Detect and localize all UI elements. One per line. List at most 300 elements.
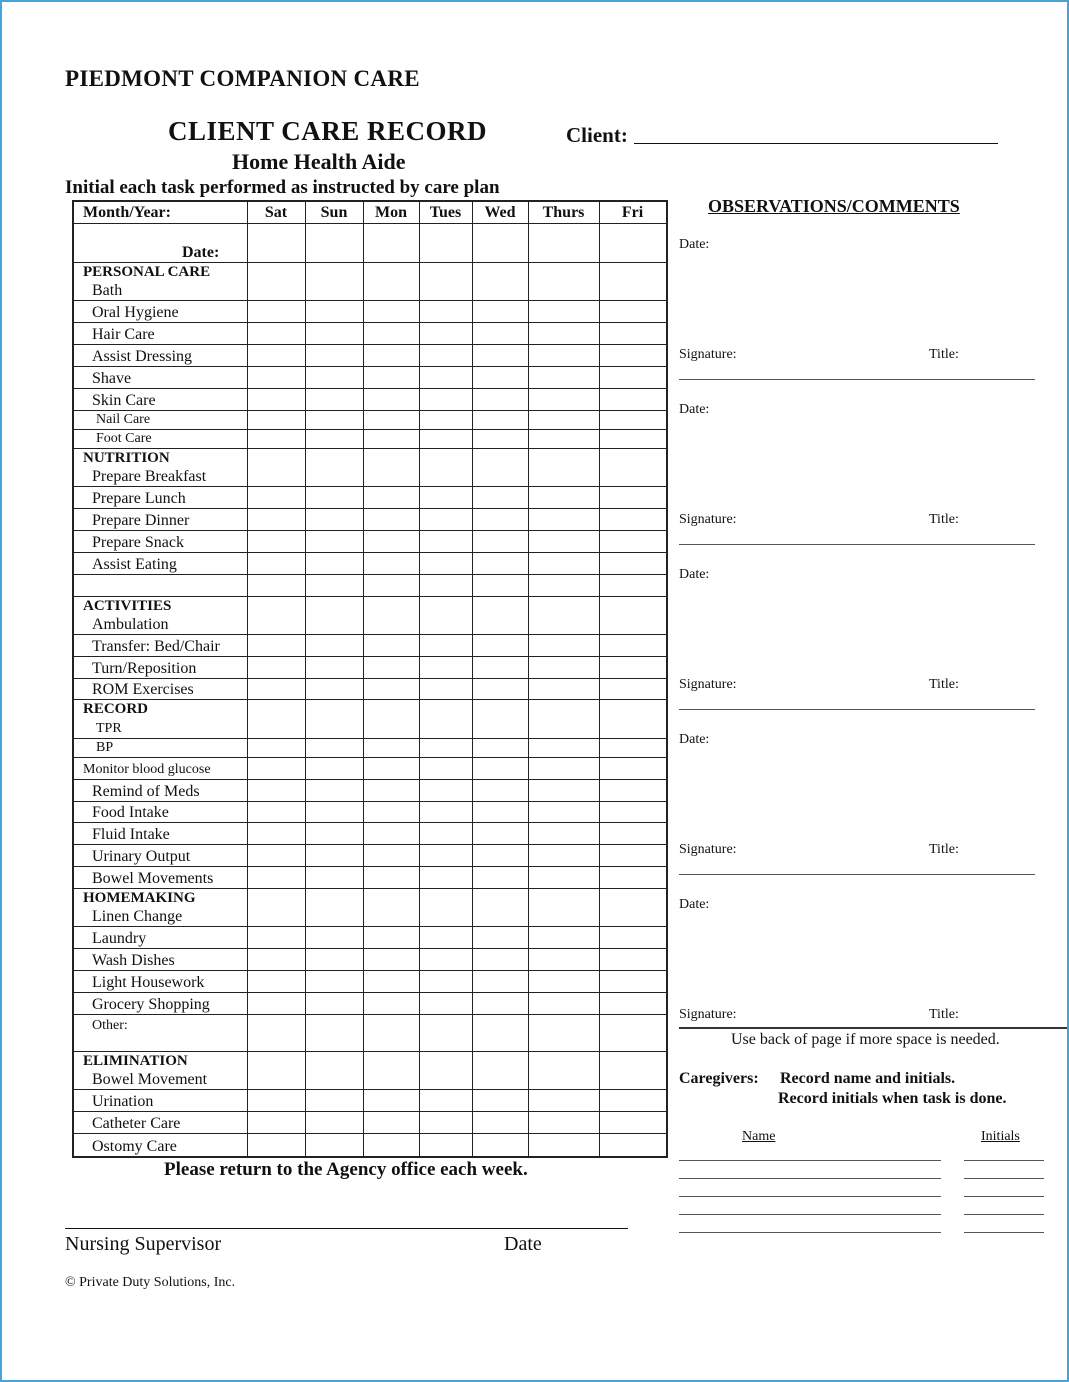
initials-cell[interactable]: [472, 949, 528, 970]
initials-cell[interactable]: [599, 1112, 666, 1133]
initials-cell[interactable]: [528, 531, 599, 552]
initials-cell[interactable]: [472, 553, 528, 574]
initials-cell[interactable]: [599, 758, 666, 779]
initials-cell[interactable]: [528, 449, 599, 486]
initials-cell[interactable]: [599, 487, 666, 508]
initials-cell[interactable]: [599, 323, 666, 344]
initials-cell[interactable]: [419, 430, 472, 448]
initials-cell[interactable]: [247, 700, 305, 737]
initials-cell[interactable]: [247, 635, 305, 656]
initials-cell[interactable]: [528, 411, 599, 429]
initials-cell[interactable]: [247, 531, 305, 552]
caregiver-initials-line[interactable]: [964, 1178, 1044, 1179]
initials-cell[interactable]: [472, 487, 528, 508]
initials-cell[interactable]: [528, 301, 599, 322]
initials-cell[interactable]: [305, 345, 363, 366]
initials-cell[interactable]: [305, 679, 363, 700]
initials-cell[interactable]: [363, 993, 419, 1014]
task-label: Transfer: Bed/Chair: [92, 637, 220, 655]
date-cell[interactable]: [472, 224, 528, 262]
initials-cell[interactable]: [599, 635, 666, 656]
initials-cell[interactable]: [305, 323, 363, 344]
initials-cell[interactable]: [472, 575, 528, 596]
initials-cell[interactable]: [528, 949, 599, 970]
initials-cell[interactable]: [528, 1112, 599, 1133]
initials-cell[interactable]: [599, 700, 666, 737]
initials-cell[interactable]: [599, 597, 666, 634]
initials-cell[interactable]: [528, 597, 599, 634]
caregiver-initials-line[interactable]: [964, 1196, 1044, 1197]
caregiver-name-line[interactable]: [679, 1178, 941, 1179]
initials-cell[interactable]: [305, 411, 363, 429]
caregiver-name-header: Name: [742, 1129, 776, 1144]
initials-cell[interactable]: [363, 889, 419, 926]
initials-cell[interactable]: [247, 597, 305, 634]
initials-cell[interactable]: [247, 739, 305, 757]
initials-cell[interactable]: [419, 993, 472, 1014]
task-label: Ambulation: [92, 615, 169, 633]
initials-cell[interactable]: [599, 301, 666, 322]
initials-cell[interactable]: [419, 367, 472, 388]
initials-cell[interactable]: [305, 553, 363, 574]
initials-cell[interactable]: [528, 345, 599, 366]
initials-cell[interactable]: [472, 758, 528, 779]
initials-cell[interactable]: [419, 449, 472, 486]
initials-cell[interactable]: [599, 575, 666, 596]
initials-cell[interactable]: [305, 635, 363, 656]
initials-cell[interactable]: [528, 575, 599, 596]
initials-cell[interactable]: [247, 993, 305, 1014]
initials-cell[interactable]: [528, 487, 599, 508]
initials-cell[interactable]: [472, 509, 528, 530]
initials-cell[interactable]: [305, 389, 363, 410]
initials-cell[interactable]: [599, 739, 666, 757]
initials-cell[interactable]: [599, 679, 666, 700]
initials-cell[interactable]: [305, 449, 363, 486]
date-cell[interactable]: [247, 224, 305, 262]
initials-cell[interactable]: [363, 411, 419, 429]
initials-cell[interactable]: [363, 1052, 419, 1089]
initials-cell[interactable]: [305, 531, 363, 552]
initials-cell[interactable]: [528, 824, 599, 845]
caregiver-name-line[interactable]: [679, 1214, 941, 1215]
initials-cell[interactable]: [472, 845, 528, 866]
initials-cell[interactable]: [528, 553, 599, 574]
initials-cell[interactable]: [247, 345, 305, 366]
initials-cell[interactable]: [528, 927, 599, 948]
initials-cell[interactable]: [363, 700, 419, 737]
initials-cell[interactable]: [419, 575, 472, 596]
initials-cell[interactable]: [247, 679, 305, 700]
initials-cell[interactable]: [247, 1134, 305, 1156]
initials-cell[interactable]: [472, 635, 528, 656]
client-name-field[interactable]: [634, 143, 998, 144]
initials-cell[interactable]: [247, 389, 305, 410]
task-label-cell: [74, 1052, 247, 1089]
caregiver-initials-line[interactable]: [964, 1214, 1044, 1215]
initials-cell[interactable]: [528, 679, 599, 700]
return-note: Please return to the Agency office each week.: [164, 1159, 528, 1180]
initials-cell[interactable]: [472, 802, 528, 823]
initials-cell[interactable]: [599, 780, 666, 801]
initials-cell[interactable]: [599, 389, 666, 410]
initials-cell[interactable]: [419, 889, 472, 926]
initials-cell[interactable]: [363, 927, 419, 948]
task-label: Fluid Intake: [92, 826, 170, 844]
initials-cell[interactable]: [247, 1112, 305, 1133]
initials-cell[interactable]: [528, 700, 599, 737]
initials-cell[interactable]: [419, 1112, 472, 1133]
initials-cell[interactable]: [419, 679, 472, 700]
initials-cell[interactable]: [305, 949, 363, 970]
task-label: Linen Change: [92, 908, 183, 926]
initials-cell[interactable]: [599, 867, 666, 888]
initials-cell[interactable]: [599, 509, 666, 530]
initials-cell[interactable]: [305, 1052, 363, 1089]
initials-cell[interactable]: [528, 263, 599, 300]
initials-cell[interactable]: [599, 1091, 666, 1112]
initials-cell[interactable]: [363, 845, 419, 866]
initials-cell[interactable]: [363, 367, 419, 388]
obs-title-label: Title:: [929, 1007, 959, 1022]
initials-cell[interactable]: [419, 927, 472, 948]
initials-cell[interactable]: [305, 597, 363, 634]
initials-cell[interactable]: [599, 411, 666, 429]
obs-signature-label: Signature:: [679, 512, 737, 527]
initials-cell[interactable]: [472, 1091, 528, 1112]
initials-cell[interactable]: [363, 824, 419, 845]
caregiver-initials-line[interactable]: [964, 1232, 1044, 1233]
initials-cell[interactable]: [419, 971, 472, 992]
task-label: BP: [96, 739, 114, 755]
initials-cell[interactable]: [419, 597, 472, 634]
supervisor-date-label: Date: [504, 1233, 542, 1255]
initials-cell[interactable]: [305, 845, 363, 866]
initials-cell[interactable]: [247, 430, 305, 448]
initials-cell[interactable]: [363, 758, 419, 779]
initials-cell[interactable]: [419, 389, 472, 410]
initials-cell[interactable]: [419, 657, 472, 678]
initials-cell[interactable]: [363, 531, 419, 552]
initials-cell[interactable]: [305, 430, 363, 448]
initials-cell[interactable]: [472, 531, 528, 552]
initials-cell[interactable]: [472, 679, 528, 700]
initials-cell[interactable]: [419, 824, 472, 845]
initials-cell[interactable]: [528, 971, 599, 992]
task-label-cell: [74, 487, 247, 508]
initials-cell[interactable]: [599, 993, 666, 1014]
date-cell[interactable]: [599, 224, 666, 262]
date-cell[interactable]: [363, 224, 419, 262]
initials-cell[interactable]: [419, 867, 472, 888]
task-label: Wash Dishes: [92, 952, 175, 970]
initials-cell[interactable]: [247, 657, 305, 678]
initials-cell[interactable]: [599, 263, 666, 300]
initials-cell[interactable]: [247, 411, 305, 429]
initials-cell[interactable]: [247, 824, 305, 845]
initials-cell[interactable]: [419, 700, 472, 737]
initials-cell[interactable]: [363, 430, 419, 448]
initials-cell[interactable]: [247, 867, 305, 888]
initials-cell[interactable]: [528, 389, 599, 410]
initials-cell[interactable]: [247, 927, 305, 948]
initials-cell[interactable]: [599, 449, 666, 486]
initials-cell[interactable]: [363, 449, 419, 486]
initials-cell[interactable]: [363, 323, 419, 344]
supervisor-signature-line[interactable]: [65, 1228, 628, 1229]
initials-cell[interactable]: [599, 949, 666, 970]
initials-cell[interactable]: [419, 323, 472, 344]
initials-cell[interactable]: [419, 1134, 472, 1156]
initials-cell[interactable]: [363, 597, 419, 634]
initials-cell[interactable]: [305, 1112, 363, 1133]
initials-cell[interactable]: [599, 553, 666, 574]
initials-cell[interactable]: [528, 1015, 599, 1051]
date-cell[interactable]: [419, 224, 472, 262]
initials-cell[interactable]: [247, 949, 305, 970]
initials-cell[interactable]: [472, 927, 528, 948]
initials-cell[interactable]: [419, 487, 472, 508]
initials-cell[interactable]: [305, 802, 363, 823]
initials-cell[interactable]: [363, 1134, 419, 1156]
initials-cell[interactable]: [419, 780, 472, 801]
initials-cell[interactable]: [419, 802, 472, 823]
initials-cell[interactable]: [472, 1015, 528, 1051]
initials-cell[interactable]: [472, 739, 528, 757]
initials-cell[interactable]: [472, 389, 528, 410]
initials-cell[interactable]: [305, 824, 363, 845]
section-heading: HOMEMAKING: [83, 889, 196, 906]
initials-cell[interactable]: [305, 1134, 363, 1156]
initials-cell[interactable]: [419, 758, 472, 779]
initials-cell[interactable]: [472, 889, 528, 926]
initials-cell[interactable]: [472, 345, 528, 366]
initials-cell[interactable]: [472, 430, 528, 448]
initials-cell[interactable]: [419, 635, 472, 656]
initials-cell[interactable]: [305, 487, 363, 508]
initials-cell[interactable]: [419, 949, 472, 970]
initials-cell[interactable]: [305, 1091, 363, 1112]
initials-cell[interactable]: [599, 367, 666, 388]
task-label-cell: [74, 263, 247, 300]
initials-cell[interactable]: [305, 889, 363, 926]
initials-cell[interactable]: [305, 263, 363, 300]
initials-cell[interactable]: [528, 758, 599, 779]
caregiver-name-line[interactable]: [679, 1232, 941, 1233]
initials-cell[interactable]: [472, 301, 528, 322]
initials-cell[interactable]: [528, 993, 599, 1014]
initials-cell[interactable]: [419, 509, 472, 530]
initials-cell[interactable]: [528, 1134, 599, 1156]
initials-cell[interactable]: [305, 780, 363, 801]
task-label: Turn/Reposition: [92, 659, 197, 677]
initials-cell[interactable]: [363, 780, 419, 801]
initials-cell[interactable]: [363, 487, 419, 508]
initials-cell[interactable]: [599, 824, 666, 845]
initials-cell[interactable]: [419, 845, 472, 866]
initials-cell[interactable]: [363, 575, 419, 596]
initials-cell[interactable]: [247, 301, 305, 322]
initials-cell[interactable]: [472, 700, 528, 737]
initials-cell[interactable]: [472, 971, 528, 992]
initials-cell[interactable]: [363, 1112, 419, 1133]
initials-cell[interactable]: [305, 301, 363, 322]
initials-cell[interactable]: [472, 867, 528, 888]
initials-cell[interactable]: [247, 1091, 305, 1112]
task-label: Prepare Snack: [92, 533, 184, 551]
initials-cell[interactable]: [305, 509, 363, 530]
initials-cell[interactable]: [472, 367, 528, 388]
initials-cell[interactable]: [247, 845, 305, 866]
initials-cell[interactable]: [599, 1134, 666, 1156]
initials-cell[interactable]: [363, 263, 419, 300]
initials-cell[interactable]: [247, 263, 305, 300]
initials-cell[interactable]: [599, 802, 666, 823]
initials-cell[interactable]: [363, 635, 419, 656]
initials-cell[interactable]: [528, 1052, 599, 1089]
initials-cell[interactable]: [472, 411, 528, 429]
initials-cell[interactable]: [363, 867, 419, 888]
initials-cell[interactable]: [363, 389, 419, 410]
initials-cell[interactable]: [419, 1015, 472, 1051]
initials-cell[interactable]: [305, 927, 363, 948]
obs-divider-line[interactable]: [679, 709, 1035, 710]
initials-cell[interactable]: [363, 679, 419, 700]
initials-cell[interactable]: [472, 323, 528, 344]
initials-cell[interactable]: [599, 845, 666, 866]
initials-cell[interactable]: [419, 345, 472, 366]
obs-divider-line[interactable]: [679, 379, 1035, 380]
caregiver-name-line[interactable]: [679, 1160, 941, 1161]
initials-cell[interactable]: [472, 780, 528, 801]
initials-cell[interactable]: [528, 802, 599, 823]
initials-cell[interactable]: [363, 971, 419, 992]
initials-cell[interactable]: [528, 657, 599, 678]
caregiver-initials-line[interactable]: [964, 1160, 1044, 1161]
initials-cell[interactable]: [419, 531, 472, 552]
initials-cell[interactable]: [528, 367, 599, 388]
initials-cell[interactable]: [472, 1112, 528, 1133]
initials-cell[interactable]: [472, 263, 528, 300]
initials-cell[interactable]: [247, 758, 305, 779]
initials-cell[interactable]: [419, 739, 472, 757]
initials-cell[interactable]: [599, 1052, 666, 1089]
initials-cell[interactable]: [419, 411, 472, 429]
initials-cell[interactable]: [247, 487, 305, 508]
initials-cell[interactable]: [363, 301, 419, 322]
initials-cell[interactable]: [305, 758, 363, 779]
initials-cell[interactable]: [305, 867, 363, 888]
initials-cell[interactable]: [363, 509, 419, 530]
initials-cell[interactable]: [305, 739, 363, 757]
initials-cell[interactable]: [599, 531, 666, 552]
initials-cell[interactable]: [363, 1015, 419, 1051]
initials-cell[interactable]: [528, 739, 599, 757]
initials-cell[interactable]: [419, 263, 472, 300]
initials-cell[interactable]: [247, 323, 305, 344]
initials-cell[interactable]: [528, 780, 599, 801]
initials-cell[interactable]: [305, 971, 363, 992]
initials-cell[interactable]: [305, 657, 363, 678]
initials-cell[interactable]: [599, 1015, 666, 1051]
date-cell[interactable]: [528, 224, 599, 262]
initials-cell[interactable]: [528, 889, 599, 926]
initials-cell[interactable]: [472, 657, 528, 678]
task-label: Grocery Shopping: [92, 995, 210, 1013]
initials-cell[interactable]: [363, 553, 419, 574]
initials-cell[interactable]: [599, 657, 666, 678]
initials-cell[interactable]: [528, 845, 599, 866]
initials-cell[interactable]: [419, 1091, 472, 1112]
initials-cell[interactable]: [305, 1015, 363, 1051]
initials-cell[interactable]: [599, 430, 666, 448]
obs-divider-line[interactable]: [679, 544, 1035, 545]
initials-cell[interactable]: [419, 1052, 472, 1089]
date-cell[interactable]: [305, 224, 363, 262]
task-label: TPR: [96, 720, 122, 736]
initials-cell[interactable]: [528, 323, 599, 344]
initials-cell[interactable]: [363, 345, 419, 366]
initials-cell[interactable]: [599, 927, 666, 948]
initials-cell[interactable]: [305, 700, 363, 737]
initials-cell[interactable]: [472, 1052, 528, 1089]
initials-cell[interactable]: [247, 889, 305, 926]
task-label-cell: [74, 597, 247, 634]
task-label: Bath: [92, 282, 123, 300]
obs-signature-label: Signature:: [679, 842, 737, 857]
initials-cell[interactable]: [305, 367, 363, 388]
initials-cell[interactable]: [472, 1134, 528, 1156]
initials-cell[interactable]: [247, 780, 305, 801]
initials-cell[interactable]: [528, 509, 599, 530]
initials-cell[interactable]: [472, 597, 528, 634]
initials-cell[interactable]: [528, 1091, 599, 1112]
initials-cell[interactable]: [247, 367, 305, 388]
initials-cell[interactable]: [472, 824, 528, 845]
initials-cell[interactable]: [247, 1052, 305, 1089]
initials-cell[interactable]: [599, 889, 666, 926]
initials-cell[interactable]: [363, 949, 419, 970]
obs-divider-line[interactable]: [679, 874, 1035, 875]
initials-cell[interactable]: [363, 1091, 419, 1112]
obs-title-label: Title:: [929, 677, 959, 692]
initials-cell[interactable]: [528, 430, 599, 448]
task-label: Food Intake: [92, 804, 169, 822]
initials-cell[interactable]: [247, 509, 305, 530]
initials-cell[interactable]: [419, 553, 472, 574]
initials-cell[interactable]: [305, 993, 363, 1014]
initials-cell[interactable]: [472, 993, 528, 1014]
initials-cell[interactable]: [247, 971, 305, 992]
initials-cell[interactable]: [363, 802, 419, 823]
initials-cell[interactable]: [528, 635, 599, 656]
task-label: Monitor blood glucose: [83, 761, 211, 777]
initials-cell[interactable]: [599, 345, 666, 366]
initials-cell[interactable]: [419, 301, 472, 322]
initials-cell[interactable]: [247, 449, 305, 486]
caregiver-name-line[interactable]: [679, 1196, 941, 1197]
initials-cell[interactable]: [247, 1015, 305, 1051]
initials-cell[interactable]: [599, 971, 666, 992]
initials-cell[interactable]: [247, 802, 305, 823]
initials-cell[interactable]: [247, 553, 305, 574]
initials-cell[interactable]: [363, 739, 419, 757]
initials-cell[interactable]: [363, 657, 419, 678]
initials-cell[interactable]: [305, 575, 363, 596]
initials-cell[interactable]: [472, 449, 528, 486]
initials-cell[interactable]: [247, 575, 305, 596]
initials-cell[interactable]: [528, 867, 599, 888]
